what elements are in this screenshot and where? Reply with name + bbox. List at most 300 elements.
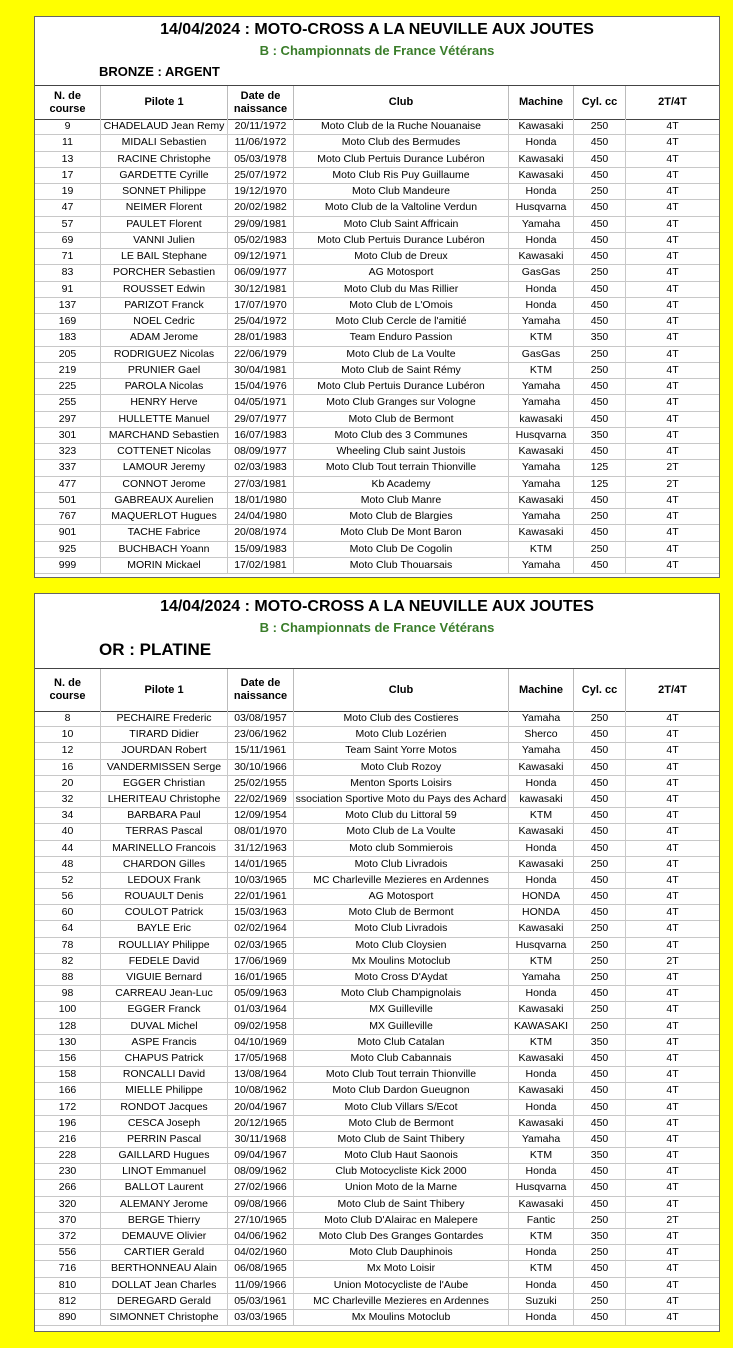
club-cell: Menton Sports Loisirs <box>294 776 509 791</box>
race-number-cell: 10 <box>35 727 101 742</box>
birth-date-cell: 02/03/1983 <box>228 460 294 475</box>
race-number-cell: 255 <box>35 395 101 410</box>
machine-cell: Kawasaki <box>509 119 574 134</box>
stroke-cell: 4T <box>666 542 679 555</box>
race-number-cell: 169 <box>35 314 101 329</box>
rider-cell: BUCHBACH Yoann <box>101 542 228 557</box>
club-cell: Team Saint Yorre Motos <box>294 743 509 758</box>
race-number-cell: 172 <box>35 1100 101 1115</box>
machine-cell: KTM <box>509 363 574 378</box>
club-cell: Moto Club Catalan <box>294 1035 509 1050</box>
machine-cell: Kawasaki <box>509 444 574 459</box>
rider-cell: EGGER Franck <box>101 1002 228 1017</box>
displacement-cell: 450 <box>574 1180 626 1195</box>
table-row <box>35 1002 719 1018</box>
rider-cell: ASPE Francis <box>101 1035 228 1050</box>
entries-table <box>35 711 719 1326</box>
race-number-cell: 88 <box>35 970 101 985</box>
table-row <box>35 1229 719 1245</box>
race-number-cell: 477 <box>35 477 101 492</box>
birth-date-cell: 27/10/1965 <box>228 1213 294 1228</box>
rider-cell: RACINE Christophe <box>101 152 228 167</box>
race-number-cell: 83 <box>35 265 101 280</box>
displacement-cell: 350 <box>574 330 626 345</box>
machine-cell: Yamaha <box>509 379 574 394</box>
machine-cell: Yamaha <box>509 314 574 329</box>
club-cell: Club Motocycliste Kick 2000 <box>294 1164 509 1179</box>
stroke-cell: 4T <box>666 1132 679 1145</box>
championship-subtitle: B : Championnats de France Vétérans <box>259 620 495 635</box>
club-cell: ssociation Sportive Moto du Pays des Achard <box>294 792 509 807</box>
machine-cell: Kawasaki <box>509 857 574 872</box>
stroke-cell: 4T <box>666 396 679 409</box>
rider-cell: RODRIGUEZ Nicolas <box>101 347 228 362</box>
stroke-cell: 4T <box>666 890 679 903</box>
displacement-cell: 250 <box>574 1019 626 1034</box>
stroke-cell: 4T <box>666 1084 679 1097</box>
rider-cell: PARIZOT Franck <box>101 298 228 313</box>
race-number-cell: 57 <box>35 217 101 232</box>
stroke-cell: 4T <box>666 1149 679 1162</box>
header-displacement: Cyl. cc <box>574 86 626 119</box>
club-cell: Moto Club Thouarsais <box>294 558 509 573</box>
machine-cell: Honda <box>509 1245 574 1260</box>
table-row <box>35 1278 719 1294</box>
stroke-cell: 4T <box>666 120 679 132</box>
rider-cell: RONCALLI David <box>101 1067 228 1082</box>
birth-date-cell: 23/06/1962 <box>228 727 294 742</box>
race-number-cell: 812 <box>35 1294 101 1309</box>
club-cell: Moto Club de Dreux <box>294 249 509 264</box>
entries-table <box>35 119 719 574</box>
race-number-cell: 156 <box>35 1051 101 1066</box>
machine-cell: Kawasaki <box>509 1051 574 1066</box>
table-row <box>35 1083 719 1099</box>
championship-subtitle: B : Championnats de France Vétérans <box>259 43 495 58</box>
club-cell: Moto Club De Cogolin <box>294 542 509 557</box>
table-row <box>35 379 719 395</box>
stroke-cell: 4T <box>666 712 679 724</box>
displacement-cell: 250 <box>574 921 626 936</box>
machine-cell: Kawasaki <box>509 249 574 264</box>
rider-cell: JOURDAN Robert <box>101 743 228 758</box>
displacement-cell: 450 <box>574 1197 626 1212</box>
race-number-cell: 56 <box>35 889 101 904</box>
displacement-cell: 250 <box>574 711 626 726</box>
race-number-cell: 501 <box>35 493 101 508</box>
stroke-cell: 4T <box>666 938 679 951</box>
rider-cell: HULLETTE Manuel <box>101 412 228 427</box>
rider-cell: LAMOUR Jeremy <box>101 460 228 475</box>
machine-cell: Kawasaki <box>509 1116 574 1131</box>
birth-date-cell: 27/02/1966 <box>228 1180 294 1195</box>
event-title: 14/04/2024 : MOTO-CROSS A LA NEUVILLE AUX JOUTES <box>160 598 594 615</box>
displacement-cell: 450 <box>574 1116 626 1131</box>
table-row <box>35 412 719 428</box>
birth-date-cell: 18/01/1980 <box>228 493 294 508</box>
race-number-cell: 196 <box>35 1116 101 1131</box>
rider-cell: VANDERMISSEN Serge <box>101 760 228 775</box>
race-number-cell: 370 <box>35 1213 101 1228</box>
race-number-cell: 228 <box>35 1148 101 1163</box>
stroke-cell: 4T <box>666 1035 679 1048</box>
rider-cell: CHAPUS Patrick <box>101 1051 228 1066</box>
rider-cell: VANNI Julien <box>101 233 228 248</box>
club-cell: Moto Club de Bermont <box>294 905 509 920</box>
displacement-cell: 450 <box>574 824 626 839</box>
machine-cell: kawasaki <box>509 792 574 807</box>
table-row <box>35 857 719 873</box>
birth-date-cell: 25/07/1972 <box>228 168 294 183</box>
rider-cell: VIGUIE Bernard <box>101 970 228 985</box>
table-row <box>35 727 719 743</box>
table-row <box>35 1100 719 1116</box>
birth-date-cell: 25/04/1972 <box>228 314 294 329</box>
club-cell: Moto Club Haut Saonois <box>294 1148 509 1163</box>
club-cell: Union Moto de la Marne <box>294 1180 509 1195</box>
birth-date-cell: 20/08/1974 <box>228 525 294 540</box>
table-row <box>35 330 719 346</box>
club-cell: Moto Club Manre <box>294 493 509 508</box>
stroke-cell: 4T <box>666 347 679 360</box>
race-number-cell: 64 <box>35 921 101 936</box>
race-number-cell: 130 <box>35 1035 101 1050</box>
stroke-cell: 4T <box>666 1100 679 1113</box>
race-number-cell: 16 <box>35 760 101 775</box>
race-number-cell: 230 <box>35 1164 101 1179</box>
table-row <box>35 184 719 200</box>
rider-cell: MARCHAND Sebastien <box>101 428 228 443</box>
birth-date-cell: 22/01/1961 <box>228 889 294 904</box>
birth-date-cell: 05/02/1983 <box>228 233 294 248</box>
displacement-cell: 250 <box>574 1002 626 1017</box>
displacement-cell: 250 <box>574 542 626 557</box>
birth-date-cell: 01/03/1964 <box>228 1002 294 1017</box>
stroke-cell: 4T <box>666 428 679 441</box>
rider-cell: LEDOUX Frank <box>101 873 228 888</box>
stroke-cell: 4T <box>666 776 679 789</box>
rider-cell: GAILLARD Hugues <box>101 1148 228 1163</box>
rider-cell: PAULET Florent <box>101 217 228 232</box>
race-number-cell: 52 <box>35 873 101 888</box>
machine-cell: KTM <box>509 954 574 969</box>
stroke-cell: 4T <box>666 1068 679 1081</box>
machine-cell: Honda <box>509 986 574 1001</box>
birth-date-cell: 10/03/1965 <box>228 873 294 888</box>
stroke-cell: 4T <box>666 185 679 197</box>
club-cell: Moto Club des 3 Communes <box>294 428 509 443</box>
displacement-cell: 350 <box>574 1035 626 1050</box>
club-cell: AG Motosport <box>294 265 509 280</box>
displacement-cell: 450 <box>574 776 626 791</box>
club-cell: MX Guilleville <box>294 1019 509 1034</box>
displacement-cell: 450 <box>574 1132 626 1147</box>
table-row <box>35 525 719 541</box>
stroke-cell: 4T <box>666 445 679 457</box>
machine-cell: Kawasaki <box>509 921 574 936</box>
machine-cell: Yamaha <box>509 1132 574 1147</box>
rider-cell: ALEMANY Jerome <box>101 1197 228 1212</box>
rider-cell: ROULLIAY Philippe <box>101 938 228 953</box>
club-cell: Moto Club de Bermont <box>294 1116 509 1131</box>
birth-date-cell: 04/05/1971 <box>228 395 294 410</box>
rider-cell: BERTHONNEAU Alain <box>101 1261 228 1276</box>
table-row <box>35 298 719 314</box>
table-row <box>35 493 719 509</box>
displacement-cell: 450 <box>574 1164 626 1179</box>
birth-date-cell: 05/09/1963 <box>228 986 294 1001</box>
birth-date-cell: 31/12/1963 <box>228 841 294 856</box>
rider-cell: COTTENET Nicolas <box>101 444 228 459</box>
birth-date-cell: 02/03/1965 <box>228 938 294 953</box>
machine-cell: KTM <box>509 330 574 345</box>
rider-cell: BERGE Thierry <box>101 1213 228 1228</box>
race-number-cell: 47 <box>35 200 101 215</box>
rider-cell: BALLOT Laurent <box>101 1180 228 1195</box>
machine-cell: Fantic <box>509 1213 574 1228</box>
table-header <box>35 668 719 712</box>
table-row <box>35 1051 719 1067</box>
machine-cell: Honda <box>509 282 574 297</box>
rider-cell: DOLLAT Jean Charles <box>101 1278 228 1293</box>
race-number-cell: 40 <box>35 824 101 839</box>
club-cell: Moto Club de La Voulte <box>294 347 509 362</box>
race-number-cell: 925 <box>35 542 101 557</box>
machine-cell: KAWASAKI <box>509 1019 574 1034</box>
rider-cell: LHERITEAU Christophe <box>101 792 228 807</box>
rider-cell: PECHAIRE Frederic <box>101 711 228 726</box>
birth-date-cell: 02/02/1964 <box>228 921 294 936</box>
club-cell: Moto Club de Saint Thibery <box>294 1132 509 1147</box>
displacement-cell: 250 <box>574 265 626 280</box>
rider-cell: ROUSSET Edwin <box>101 282 228 297</box>
birth-date-cell: 12/09/1954 <box>228 808 294 823</box>
rider-cell: CESCA Joseph <box>101 1116 228 1131</box>
stroke-cell: 4T <box>666 1165 679 1178</box>
header-stroke: 2T/4T <box>658 96 687 108</box>
displacement-cell: 450 <box>574 558 626 573</box>
stroke-cell: 4T <box>666 987 679 1000</box>
table-row <box>35 282 719 298</box>
race-number-cell: 225 <box>35 379 101 394</box>
race-number-cell: 767 <box>35 509 101 524</box>
birth-date-cell: 05/03/1978 <box>228 152 294 167</box>
rider-cell: LINOT Emmanuel <box>101 1164 228 1179</box>
table-row <box>35 824 719 840</box>
displacement-cell: 450 <box>574 1261 626 1276</box>
stroke-cell: 2T <box>666 477 679 490</box>
birth-date-cell: 11/06/1972 <box>228 135 294 150</box>
stroke-cell: 2T <box>666 954 679 967</box>
race-number-cell: 716 <box>35 1261 101 1276</box>
rider-cell: PRUNIER Gael <box>101 363 228 378</box>
stroke-cell: 4T <box>666 331 679 344</box>
club-cell: Kb Academy <box>294 477 509 492</box>
machine-cell: GasGas <box>509 347 574 362</box>
stroke-cell: 4T <box>666 1294 679 1307</box>
club-cell: Moto Club Tout terrain Thionville <box>294 1067 509 1082</box>
stroke-cell: 4T <box>666 298 679 311</box>
birth-date-cell: 27/03/1981 <box>228 477 294 492</box>
displacement-cell: 450 <box>574 1051 626 1066</box>
birth-date-cell: 05/03/1961 <box>228 1294 294 1309</box>
rider-cell: DUVAL Michel <box>101 1019 228 1034</box>
birth-date-cell: 30/04/1981 <box>228 363 294 378</box>
rider-cell: DEREGARD Gerald <box>101 1294 228 1309</box>
machine-cell: Honda <box>509 776 574 791</box>
club-cell: Mx Moulins Motoclub <box>294 954 509 969</box>
rider-cell: MAQUERLOT Hugues <box>101 509 228 524</box>
table-row <box>35 200 719 216</box>
club-cell: Moto Club Villars S/Ecot <box>294 1100 509 1115</box>
birth-date-cell: 22/02/1969 <box>228 792 294 807</box>
machine-cell: Sherco <box>509 727 574 742</box>
rider-cell: TERRAS Pascal <box>101 824 228 839</box>
stroke-cell: 4T <box>666 493 679 506</box>
club-cell: Moto club Sommierois <box>294 841 509 856</box>
race-number-cell: 372 <box>35 1229 101 1244</box>
table-row <box>35 938 719 954</box>
table-row <box>35 954 719 970</box>
club-cell: Union Motocycliste de l'Aube <box>294 1278 509 1293</box>
rider-cell: MIELLE Philippe <box>101 1083 228 1098</box>
displacement-cell: 450 <box>574 986 626 1001</box>
race-number-cell: 901 <box>35 525 101 540</box>
rider-cell: PERRIN Pascal <box>101 1132 228 1147</box>
race-number-cell: 98 <box>35 986 101 1001</box>
race-number-cell: 166 <box>35 1083 101 1098</box>
machine-cell: KTM <box>509 1229 574 1244</box>
club-cell: Moto Club Livradois <box>294 857 509 872</box>
table-row <box>35 1310 719 1326</box>
race-number-cell: 183 <box>35 330 101 345</box>
table-row <box>35 460 719 476</box>
stroke-cell: 2T <box>666 461 679 474</box>
club-cell: Moto Club de Blargies <box>294 509 509 524</box>
displacement-cell: 250 <box>574 970 626 985</box>
machine-cell: Honda <box>509 298 574 313</box>
table-row <box>35 905 719 921</box>
stroke-cell: 4T <box>666 266 679 279</box>
rider-cell: RONDOT Jacques <box>101 1100 228 1115</box>
birth-date-cell: 13/08/1964 <box>228 1067 294 1082</box>
stroke-cell: 4T <box>666 282 679 295</box>
race-number-cell: 13 <box>35 152 101 167</box>
rider-cell: MIDALI Sebastien <box>101 135 228 150</box>
birth-date-cell: 10/08/1962 <box>228 1083 294 1098</box>
displacement-cell: 250 <box>574 347 626 362</box>
race-number-cell: 60 <box>35 905 101 920</box>
displacement-cell: 250 <box>574 857 626 872</box>
table-row <box>35 265 719 281</box>
stroke-cell: 4T <box>666 1278 679 1291</box>
or-platine-panel <box>34 593 720 1332</box>
table-row <box>35 168 719 184</box>
rider-cell: DEMAUVE Olivier <box>101 1229 228 1244</box>
rider-cell: BAYLE Eric <box>101 921 228 936</box>
table-row <box>35 135 719 151</box>
race-number-cell: 999 <box>35 558 101 573</box>
race-number-cell: 216 <box>35 1132 101 1147</box>
birth-date-cell: 30/12/1981 <box>228 282 294 297</box>
race-number-cell: 266 <box>35 1180 101 1195</box>
birth-date-cell: 20/04/1967 <box>228 1100 294 1115</box>
race-number-cell: 12 <box>35 743 101 758</box>
birth-date-cell: 17/06/1969 <box>228 954 294 969</box>
displacement-cell: 450 <box>574 135 626 150</box>
displacement-cell: 125 <box>574 477 626 492</box>
club-cell: Moto Club Ris Puy Guillaume <box>294 168 509 183</box>
machine-cell: Kawasaki <box>509 824 574 839</box>
race-number-cell: 48 <box>35 857 101 872</box>
table-row <box>35 1164 719 1180</box>
machine-cell: Suzuki <box>509 1294 574 1309</box>
rider-cell: ROUAULT Denis <box>101 889 228 904</box>
displacement-cell: 450 <box>574 379 626 394</box>
table-row <box>35 921 719 937</box>
race-number-cell: 158 <box>35 1067 101 1082</box>
machine-cell: Kawasaki <box>509 1197 574 1212</box>
rider-cell: SONNET Philippe <box>101 184 228 199</box>
birth-date-cell: 09/04/1967 <box>228 1148 294 1163</box>
stroke-cell: 4T <box>666 152 679 165</box>
race-number-cell: 19 <box>35 184 101 199</box>
club-cell: Moto Club de L'Omois <box>294 298 509 313</box>
table-row <box>35 841 719 857</box>
machine-cell: Husqvarna <box>509 1180 574 1195</box>
race-number-cell: 78 <box>35 938 101 953</box>
machine-cell: KTM <box>509 808 574 823</box>
stroke-cell: 4T <box>666 412 679 425</box>
race-number-cell: 44 <box>35 841 101 856</box>
club-cell: Moto Club des Costieres <box>294 711 509 726</box>
displacement-cell: 450 <box>574 444 626 459</box>
machine-cell: KTM <box>509 1148 574 1163</box>
header-race-number: N. de course <box>35 669 101 711</box>
displacement-cell: 250 <box>574 509 626 524</box>
stroke-cell: 4T <box>666 744 679 757</box>
birth-date-cell: 29/07/1977 <box>228 412 294 427</box>
club-cell: Moto Club de la Ruche Nouanaise <box>294 119 509 134</box>
displacement-cell: 450 <box>574 905 626 920</box>
table-row <box>35 1197 719 1213</box>
table-row <box>35 792 719 808</box>
displacement-cell: 450 <box>574 760 626 775</box>
club-cell: Mx Moulins Motoclub <box>294 1310 509 1325</box>
machine-cell: Yamaha <box>509 460 574 475</box>
race-number-cell: 205 <box>35 347 101 362</box>
birth-date-cell: 09/02/1958 <box>228 1019 294 1034</box>
stroke-cell: 4T <box>666 825 679 838</box>
machine-cell: KTM <box>509 1035 574 1050</box>
club-cell: Moto Club Pertuis Durance Lubéron <box>294 233 509 248</box>
birth-date-cell: 17/05/1968 <box>228 1051 294 1066</box>
birth-date-cell: 17/07/1970 <box>228 298 294 313</box>
rider-cell: GABREAUX Aurelien <box>101 493 228 508</box>
stroke-cell: 4T <box>666 510 679 522</box>
header-displacement: Cyl. cc <box>574 669 626 711</box>
machine-cell: Yamaha <box>509 711 574 726</box>
birth-date-cell: 14/01/1965 <box>228 857 294 872</box>
stroke-cell: 4T <box>666 728 679 741</box>
stroke-cell: 4T <box>666 1197 679 1210</box>
table-row <box>35 558 719 574</box>
event-title: 14/04/2024 : MOTO-CROSS A LA NEUVILLE AUX JOUTES <box>160 21 594 38</box>
table-row <box>35 119 719 135</box>
table-header <box>35 85 719 120</box>
race-number-cell: 297 <box>35 412 101 427</box>
birth-date-cell: 17/02/1981 <box>228 558 294 573</box>
